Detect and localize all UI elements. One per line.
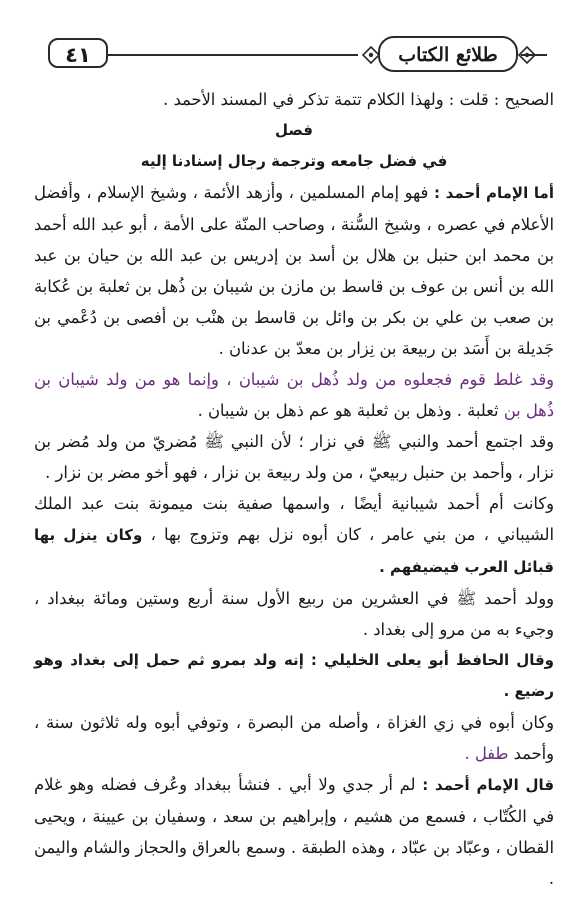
paragraph-father: [34, 707, 554, 769]
paragraph-birth: وولد أحمد ﷺ في العشرين من ربيع الأول سنة أربع وستين ومائة ببغداد ، وجيء به من مرو إلى بغداد .: [34, 589, 554, 639]
father-text: وكان أبوه في زي الغزاة ، وأصله من البصرة ، وتوفي أبوه وله ثلاثون سنة ، وأحمد: [34, 713, 554, 763]
section-heading: فصل: [275, 121, 313, 139]
lineage-body: فهو إمام المسلمين ، وأزهد الأئمة ، وشيخ الإسلام ، وأفضل الأعلام في عصره ، وشيخ السُّنة ، وصاحب المنّة على الأمة ، أبو عبد الله أحمد بن محمد ابن حنبل بن هلال بن أسد بن إدريس بن عبد الله بن حيان بن عبد الله بن أنس بن عوف بن قاسط بن مازن بن شيبان بن ذُهل بن ثعلبة بن عُكابة بن صعب بن علي بن بكر بن وائل بن قاسط بن هنْب بن أفصى بن دُعْمي بن جَديلة بن أَسَد بن ربيعة بن نِزار بن معدّ بن عدنان .: [34, 183, 554, 358]
mother-bold: وكان ينزل بها قبائل العرب فيضيفهم .: [34, 526, 554, 576]
section-subtitle: في فضل جامعه وترجمة رجال إسنادنا إليه: [140, 152, 448, 170]
paragraph-mother: [34, 488, 554, 583]
lineage-lead: أما الإمام أحمد :: [433, 184, 554, 202]
header-rule-left: [106, 54, 358, 56]
upbringing-lead: قال الإمام أحمد :: [422, 776, 555, 794]
body-text: [34, 84, 554, 894]
paragraph-khalili: وقال الحافظ أبو يعلى الخليلي : إنه ولد بمرو ثم حمل إلى بغداد وهو رضيع .: [34, 651, 554, 700]
book-title: طلائع الكتاب: [378, 36, 518, 72]
paragraph-nizar: وقد اجتمع أحمد والنبي ﷺ في نزار ؛ لأن النبي ﷺ مُضريّ من ولد مُضر بن نزار ، وأحمد بن حنبل ربيعيّ ، من ولد ربيعة بن نزار ، فهو أخو مضر بن نزار .: [34, 432, 554, 482]
correction-lead: وقد غلط قوم فجعلوه من ولد ذُهل بن شيبان ، وإنما هو من ولد شيبان بن ذُهل بن: [34, 370, 554, 420]
page-number: ٤١: [48, 38, 108, 68]
intro-line: الصحيح : قلت : ولهذا الكلام تتمة تذكر في المسند الأحمد .: [163, 90, 554, 109]
father-tail: طفل .: [464, 744, 509, 763]
paragraph-correction: [34, 364, 554, 426]
paragraph-lineage: [34, 177, 554, 364]
correction-body: ثعلبة . وذهل بن ثعلبة هو عم ذهل بن شيبان .: [197, 401, 504, 420]
upbringing-body: لم أر جدي ولا أبي . فنشأ ببغداد وعُرف فضله وهو غلام في الكُتّاب ، فسمع من هشيم ، وإبراهيم بن سعد ، وسفيان بن عيينة ، ويحيى القطان ، وعبّاد بن عبّاد ، وهذه الطبقة . وسمع بالعراق والحجاز والشام واليمن .: [34, 775, 554, 888]
page-header: [28, 30, 558, 76]
mother-text: وكانت أم أحمد شيبانية أيضًا ، واسمها صفية بنت ميمونة بنت عبد الملك الشيباني ، من بني عامر ، كان أبوه نزل بهم وتزوج بها ،: [34, 494, 555, 544]
ornament-right-icon: [518, 46, 536, 64]
paragraph-upbringing: [34, 769, 554, 894]
